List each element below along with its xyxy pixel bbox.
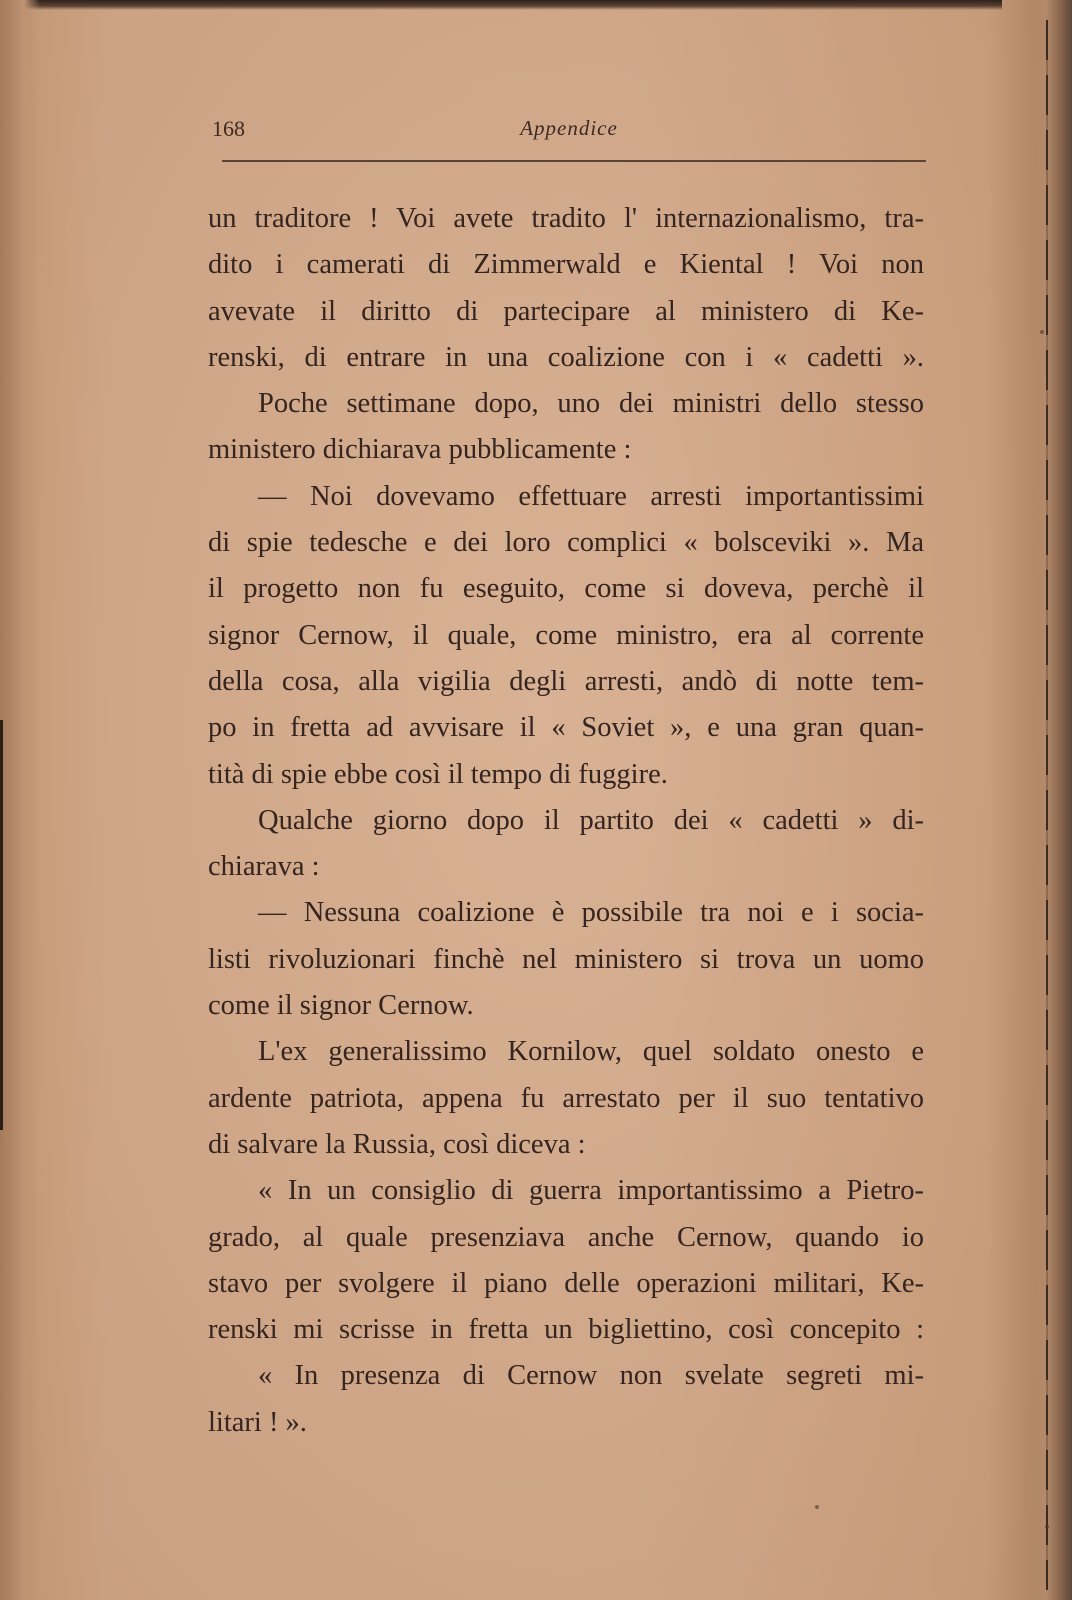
text-line: renski mi scrisse in fretta un bigliettino, così concepito : [208,1314,924,1346]
text-line: stavo per svolgere il piano delle operazioni militari, Ke- [208,1267,924,1299]
text-line: della cosa, alla vigilia degli arresti, andò di notte tem- [208,665,924,697]
text-line: un traditore ! Voi avete tradito l' internazionalismo, tra- [208,203,924,234]
page-right-edge [1028,0,1072,1600]
text-line: come il signor Cernow. [208,990,474,1022]
page-left-edge [0,0,40,1600]
text-line: tità di spie ebbe così il tempo di fuggire. [208,758,668,790]
body-text [208,196,924,1446]
header-rule [222,160,926,162]
text-line: dito i camerati di Zimmerwald e Kiental ! Voi non [208,249,924,281]
text-line: grado, al quale presenziava anche Cernow, quando io [208,1221,924,1253]
text-line: listi rivoluzionari finchè nel ministero si trova un uomo [208,943,924,975]
text-line: Qualche giorno dopo il partito dei « cadetti » di- [258,804,924,836]
text-line: po in fretta ad avvisare il « Soviet », e una gran quan- [208,712,924,744]
text-line: signor Cernow, il quale, come ministro, era al corrente [208,619,924,651]
text-line: — Nessuna coalizione è possibile tra noi e i socia- [258,897,924,929]
text-line: L'ex generalissimo Kornilow, quel soldato onesto e [258,1036,924,1068]
page-number: 168 [212,116,245,141]
text-line: di spie tedesche e dei loro complici « bolsceviki ». Ma [208,527,924,559]
page-top-edge [20,0,1002,10]
text-line: Poche settimane dopo, uno dei ministri dello stesso [258,388,924,420]
paper-speck [1040,330,1044,334]
text-line: — Noi dovevamo effettuare arresti importantissimi [258,480,924,512]
paper-speck [815,1505,819,1509]
text-line: di salvare la Russia, così diceva : [208,1128,586,1160]
binding-shadow [0,720,3,1130]
text-line: ministero dichiarava pubblicamente : [208,434,632,466]
text-line: avevate il diritto di partecipare al ministero di Ke- [208,295,924,327]
running-head: Appendice [520,116,618,140]
text-line: « In un consiglio di guerra importantissimo a Pietro- [258,1175,924,1207]
text-line: ardente patriota, appena fu arrestato per il suo tentativo [208,1082,924,1114]
page-edge-shadow [1046,20,1048,1590]
paper-speck [1045,1525,1049,1529]
page-header [212,112,926,152]
text-line: renski, di entrare in una coalizione con i « cadetti ». [208,341,924,373]
text-line: chiarava : [208,851,320,883]
text-line: « In presenza di Cernow non svelate segreti mi- [258,1360,924,1392]
text-line: il progetto non fu eseguito, come si doveva, perchè il [208,573,924,605]
text-line: litari ! ». [208,1406,307,1438]
